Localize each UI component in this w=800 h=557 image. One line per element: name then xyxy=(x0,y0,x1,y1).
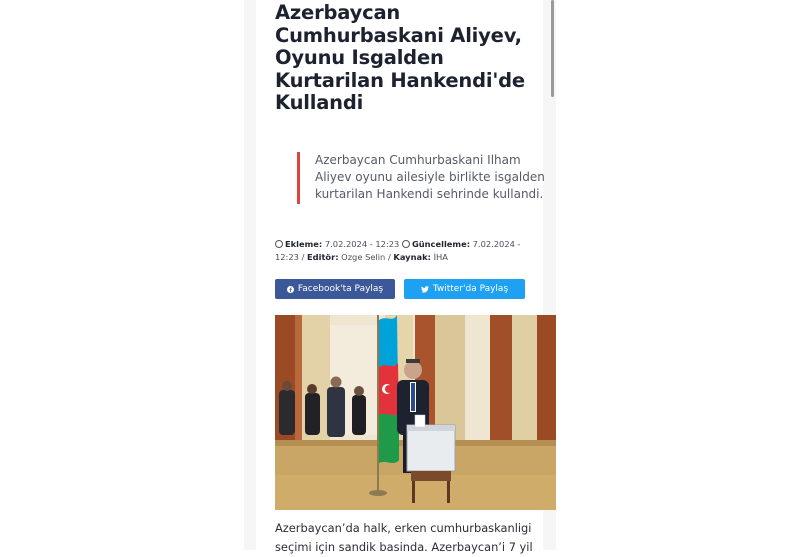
scrollbar-thumb[interactable] xyxy=(551,0,554,97)
article-body: Azerbaycan’da halk, erken cumhurbaskanligi seçimi için sandik basinda. Azerbaycan’i 7 yil xyxy=(275,521,533,554)
added-label: Ekleme: xyxy=(285,239,323,249)
article-summary: Azerbaycan Cumhurbaskani Ilham Aliyev oyunu ailesiyle birlikte isgalden kurtarilan Hankendi sehrinde kullandi. xyxy=(297,152,550,204)
facebook-icon xyxy=(287,286,294,293)
twitter-share-button[interactable] xyxy=(404,279,525,299)
added-value: 7.02.2024 - 12:23 xyxy=(324,239,400,249)
editor-label: Editör: xyxy=(307,252,339,262)
article-meta xyxy=(275,238,525,264)
clock-icon xyxy=(402,240,410,248)
facebook-share-label: Facebook'ta Paylaş xyxy=(297,284,384,294)
voting-scene-illustration xyxy=(275,315,556,510)
twitter-icon xyxy=(421,286,429,293)
updated-value: 7.02.2024 - 12:23 xyxy=(275,239,521,262)
twitter-share-label: Twitter'da Paylaş xyxy=(432,284,509,294)
meta-separator: / xyxy=(387,252,391,262)
clock-icon xyxy=(275,240,283,248)
meta-separator: / xyxy=(301,252,305,262)
article-title: Azerbaycan Cumhurbaskani Aliyev, Oyunu Isgalden Kurtarilan Hankendi'de Kullandi xyxy=(275,1,525,115)
facebook-share-button[interactable] xyxy=(275,279,395,299)
updated-label: Güncelleme: xyxy=(411,239,471,249)
source-label: Kaynak: xyxy=(393,252,431,262)
article-photo xyxy=(275,315,556,510)
source-value: İHA xyxy=(433,252,448,262)
editor-value: Ozge Selin xyxy=(341,252,386,262)
